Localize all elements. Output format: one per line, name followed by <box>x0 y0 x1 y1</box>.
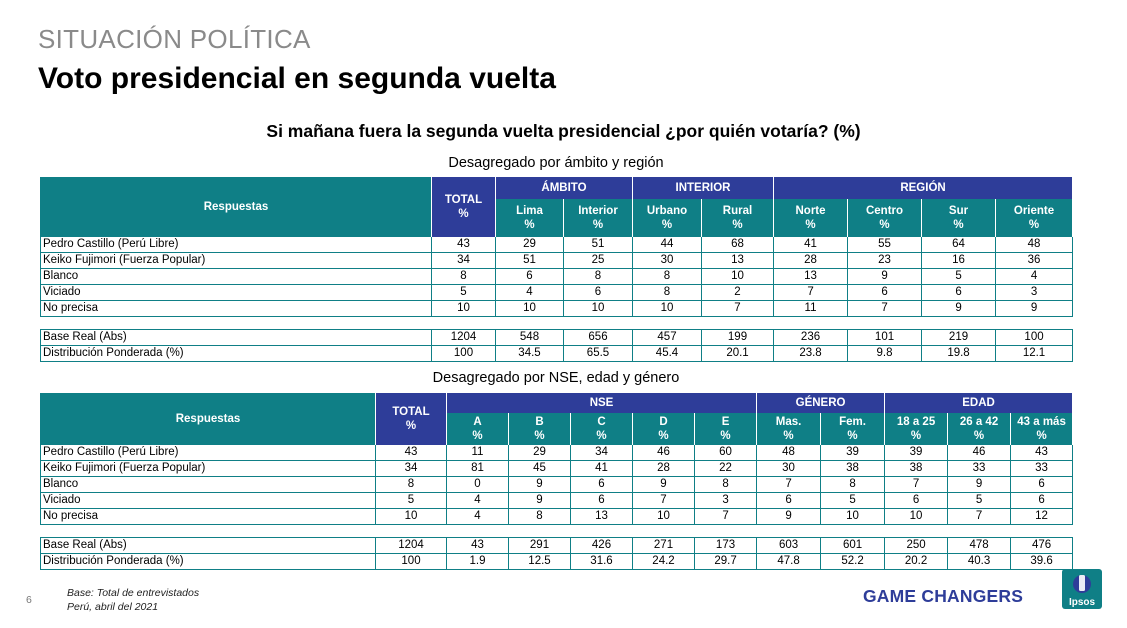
row-label: Pedro Castillo (Perú Libre) <box>41 445 376 461</box>
col-header: Rural % <box>702 199 774 237</box>
row-label: Viciado <box>41 493 376 509</box>
cell-total: 1204 <box>432 330 496 346</box>
col-header: Oriente % <box>996 199 1073 237</box>
col-header: Mas. % <box>757 413 821 445</box>
cell-value: 11 <box>774 301 848 317</box>
cell-value: 9 <box>948 477 1011 493</box>
cell-value: 7 <box>633 493 695 509</box>
cell-value: 12.1 <box>996 346 1073 362</box>
header-respuestas: Respuestas <box>41 393 376 445</box>
cell-value: 33 <box>948 461 1011 477</box>
table-row <box>41 538 1073 554</box>
cell-value: 476 <box>1011 538 1073 554</box>
group-ambito: ÁMBITO <box>496 177 633 199</box>
row-label: Blanco <box>41 269 432 285</box>
cell-value: 173 <box>695 538 757 554</box>
cell-value: 41 <box>774 237 848 253</box>
cell-value: 48 <box>757 445 821 461</box>
cell-value: 603 <box>757 538 821 554</box>
table1-base <box>41 330 1073 362</box>
cell-value: 5 <box>948 493 1011 509</box>
cell-value: 7 <box>885 477 948 493</box>
row-label: Distribución Ponderada (%) <box>41 554 376 570</box>
cell-value: 46 <box>633 445 695 461</box>
cell-value: 13 <box>571 509 633 525</box>
col-header: 43 a más % <box>1011 413 1073 445</box>
cell-value: 36 <box>996 253 1073 269</box>
page-title: Voto presidencial en segunda vuelta <box>38 62 556 95</box>
row-label: Keiko Fujimori (Fuerza Popular) <box>41 461 376 477</box>
cell-value: 8 <box>564 269 633 285</box>
table-row <box>41 493 1073 509</box>
cell-value: 10 <box>564 301 633 317</box>
cell-value: 8 <box>633 285 702 301</box>
cell-value: 60 <box>695 445 757 461</box>
cell-value: 8 <box>509 509 571 525</box>
cell-value: 12.5 <box>509 554 571 570</box>
cell-value: 6 <box>1011 493 1073 509</box>
col-header: 18 a 25 % <box>885 413 948 445</box>
col-header: D % <box>633 413 695 445</box>
cell-value: 13 <box>774 269 848 285</box>
table-row <box>41 461 1073 477</box>
cell-value: 30 <box>757 461 821 477</box>
col-header: A % <box>447 413 509 445</box>
footer-base: Base: Total de entrevistados <box>67 587 200 599</box>
cell-value: 39.6 <box>1011 554 1073 570</box>
cell-value: 12 <box>1011 509 1073 525</box>
cell-value: 16 <box>922 253 996 269</box>
table2-subtitle: Desagregado por NSE, edad y género <box>432 370 680 386</box>
cell-value: 8 <box>821 477 885 493</box>
cell-value: 3 <box>695 493 757 509</box>
cell-value: 11 <box>447 445 509 461</box>
cell-value: 5 <box>922 269 996 285</box>
cell-value: 4 <box>447 493 509 509</box>
table-row <box>41 269 1073 285</box>
cell-value: 45 <box>509 461 571 477</box>
cell-value: 101 <box>848 330 922 346</box>
cell-total: 5 <box>376 493 447 509</box>
cell-value: 4 <box>996 269 1073 285</box>
section-title: SITUACIÓN POLÍTICA <box>38 24 311 54</box>
cell-value: 250 <box>885 538 948 554</box>
cell-value: 7 <box>948 509 1011 525</box>
cell-value: 6 <box>1011 477 1073 493</box>
cell-value: 30 <box>633 253 702 269</box>
cell-value: 10 <box>633 301 702 317</box>
cell-value: 28 <box>633 461 695 477</box>
table-ambito-region <box>40 177 1073 362</box>
cell-value: 20.2 <box>885 554 948 570</box>
cell-value: 656 <box>564 330 633 346</box>
cell-value: 39 <box>821 445 885 461</box>
header-total: TOTAL % <box>376 393 447 445</box>
cell-value: 6 <box>496 269 564 285</box>
row-label: Base Real (Abs) <box>41 538 376 554</box>
cell-value: 81 <box>447 461 509 477</box>
group-region: REGIÓN <box>774 177 1073 199</box>
cell-value: 426 <box>571 538 633 554</box>
cell-value: 236 <box>774 330 848 346</box>
col-header: Interior % <box>564 199 633 237</box>
logo-text: Ipsos <box>1068 597 1096 608</box>
cell-total: 10 <box>432 301 496 317</box>
cell-value: 55 <box>848 237 922 253</box>
cell-total: 34 <box>376 461 447 477</box>
cell-value: 41 <box>571 461 633 477</box>
table2-base <box>41 538 1073 570</box>
cell-value: 6 <box>848 285 922 301</box>
cell-value: 47.8 <box>757 554 821 570</box>
cell-total: 10 <box>376 509 447 525</box>
cell-value: 29 <box>496 237 564 253</box>
cell-value: 23 <box>848 253 922 269</box>
table-nse-edad-genero <box>40 393 1073 570</box>
cell-total: 100 <box>376 554 447 570</box>
cell-value: 20.1 <box>702 346 774 362</box>
group-edad: EDAD <box>885 393 1073 413</box>
cell-value: 478 <box>948 538 1011 554</box>
table-row <box>41 477 1073 493</box>
cell-value: 45.4 <box>633 346 702 362</box>
cell-value: 9 <box>996 301 1073 317</box>
cell-value: 48 <box>996 237 1073 253</box>
cell-value: 6 <box>922 285 996 301</box>
table-row <box>41 253 1073 269</box>
cell-value: 291 <box>509 538 571 554</box>
cell-total: 1204 <box>376 538 447 554</box>
cell-value: 51 <box>564 237 633 253</box>
table-row <box>41 330 1073 346</box>
cell-value: 601 <box>821 538 885 554</box>
cell-value: 1.9 <box>447 554 509 570</box>
table-row <box>41 509 1073 525</box>
cell-value: 22 <box>695 461 757 477</box>
cell-value: 33 <box>1011 461 1073 477</box>
table-row <box>41 301 1073 317</box>
col-header: B % <box>509 413 571 445</box>
cell-value: 40.3 <box>948 554 1011 570</box>
cell-value: 7 <box>774 285 848 301</box>
table-row <box>41 285 1073 301</box>
brand-tagline: GAME CHANGERS <box>863 586 1024 606</box>
cell-value: 29 <box>509 445 571 461</box>
cell-value: 51 <box>496 253 564 269</box>
cell-value: 13 <box>702 253 774 269</box>
cell-value: 9 <box>509 493 571 509</box>
cell-value: 9 <box>848 269 922 285</box>
cell-value: 8 <box>695 477 757 493</box>
cell-value: 10 <box>702 269 774 285</box>
cell-value: 38 <box>821 461 885 477</box>
cell-value: 219 <box>922 330 996 346</box>
cell-value: 2 <box>702 285 774 301</box>
cell-value: 10 <box>885 509 948 525</box>
row-label: Keiko Fujimori (Fuerza Popular) <box>41 253 432 269</box>
col-header: Norte % <box>774 199 848 237</box>
cell-value: 0 <box>447 477 509 493</box>
cell-value: 6 <box>571 477 633 493</box>
row-label: Base Real (Abs) <box>41 330 432 346</box>
cell-value: 46 <box>948 445 1011 461</box>
logo-mark <box>1079 575 1085 591</box>
table-row <box>41 445 1073 461</box>
cell-value: 39 <box>885 445 948 461</box>
footer-note <box>67 586 199 614</box>
cell-value: 7 <box>757 477 821 493</box>
table1-body <box>41 237 1073 317</box>
cell-value: 65.5 <box>564 346 633 362</box>
cell-value: 31.6 <box>571 554 633 570</box>
row-label: No precisa <box>41 301 432 317</box>
cell-value: 548 <box>496 330 564 346</box>
table-row <box>41 237 1073 253</box>
cell-value: 38 <box>885 461 948 477</box>
cell-value: 25 <box>564 253 633 269</box>
table-row <box>41 346 1073 362</box>
header-respuestas: Respuestas <box>41 177 432 237</box>
cell-value: 9 <box>922 301 996 317</box>
col-header: Urbano % <box>633 199 702 237</box>
cell-value: 43 <box>447 538 509 554</box>
cell-value: 6 <box>757 493 821 509</box>
col-header: Sur % <box>922 199 996 237</box>
cell-value: 100 <box>996 330 1073 346</box>
cell-value: 10 <box>633 509 695 525</box>
cell-value: 8 <box>633 269 702 285</box>
row-label: Distribución Ponderada (%) <box>41 346 432 362</box>
header-total: TOTAL % <box>432 177 496 237</box>
cell-value: 7 <box>702 301 774 317</box>
cell-value: 19.8 <box>922 346 996 362</box>
col-header: E % <box>695 413 757 445</box>
row-label: Pedro Castillo (Perú Libre) <box>41 237 432 253</box>
cell-total: 5 <box>432 285 496 301</box>
cell-value: 6 <box>885 493 948 509</box>
table2-body <box>41 445 1073 525</box>
group-nse: NSE <box>447 393 757 413</box>
col-header: Fem. % <box>821 413 885 445</box>
cell-value: 28 <box>774 253 848 269</box>
group-genero: GÉNERO <box>757 393 885 413</box>
cell-value: 5 <box>821 493 885 509</box>
cell-value: 9 <box>757 509 821 525</box>
cell-total: 34 <box>432 253 496 269</box>
cell-value: 199 <box>702 330 774 346</box>
col-header: C % <box>571 413 633 445</box>
cell-value: 23.8 <box>774 346 848 362</box>
ipsos-logo <box>1062 569 1102 609</box>
footer-date: Perú, abril del 2021 <box>67 601 159 613</box>
cell-value: 52.2 <box>821 554 885 570</box>
cell-value: 68 <box>702 237 774 253</box>
cell-value: 7 <box>695 509 757 525</box>
cell-value: 43 <box>1011 445 1073 461</box>
cell-total: 43 <box>376 445 447 461</box>
cell-value: 10 <box>496 301 564 317</box>
cell-value: 10 <box>821 509 885 525</box>
cell-value: 4 <box>496 285 564 301</box>
cell-value: 3 <box>996 285 1073 301</box>
page-number: 6 <box>26 594 32 606</box>
survey-question: Si mañana fuera la segunda vuelta presidencial ¿por quién votaría? (%) <box>266 121 861 141</box>
row-label: No precisa <box>41 509 376 525</box>
col-header: Centro % <box>848 199 922 237</box>
cell-value: 271 <box>633 538 695 554</box>
table1-subtitle: Desagregado por ámbito y región <box>448 155 664 171</box>
col-header: 26 a 42 % <box>948 413 1011 445</box>
cell-value: 6 <box>564 285 633 301</box>
cell-value: 6 <box>571 493 633 509</box>
cell-value: 9 <box>633 477 695 493</box>
cell-value: 29.7 <box>695 554 757 570</box>
cell-value: 34.5 <box>496 346 564 362</box>
cell-value: 9 <box>509 477 571 493</box>
table-row <box>41 554 1073 570</box>
cell-total: 43 <box>432 237 496 253</box>
cell-value: 24.2 <box>633 554 695 570</box>
cell-total: 8 <box>376 477 447 493</box>
cell-value: 7 <box>848 301 922 317</box>
row-label: Viciado <box>41 285 432 301</box>
cell-value: 457 <box>633 330 702 346</box>
cell-value: 44 <box>633 237 702 253</box>
cell-value: 34 <box>571 445 633 461</box>
row-label: Blanco <box>41 477 376 493</box>
cell-total: 8 <box>432 269 496 285</box>
cell-value: 9.8 <box>848 346 922 362</box>
col-header: Lima % <box>496 199 564 237</box>
cell-value: 64 <box>922 237 996 253</box>
cell-total: 100 <box>432 346 496 362</box>
group-interior: INTERIOR <box>633 177 774 199</box>
cell-value: 4 <box>447 509 509 525</box>
